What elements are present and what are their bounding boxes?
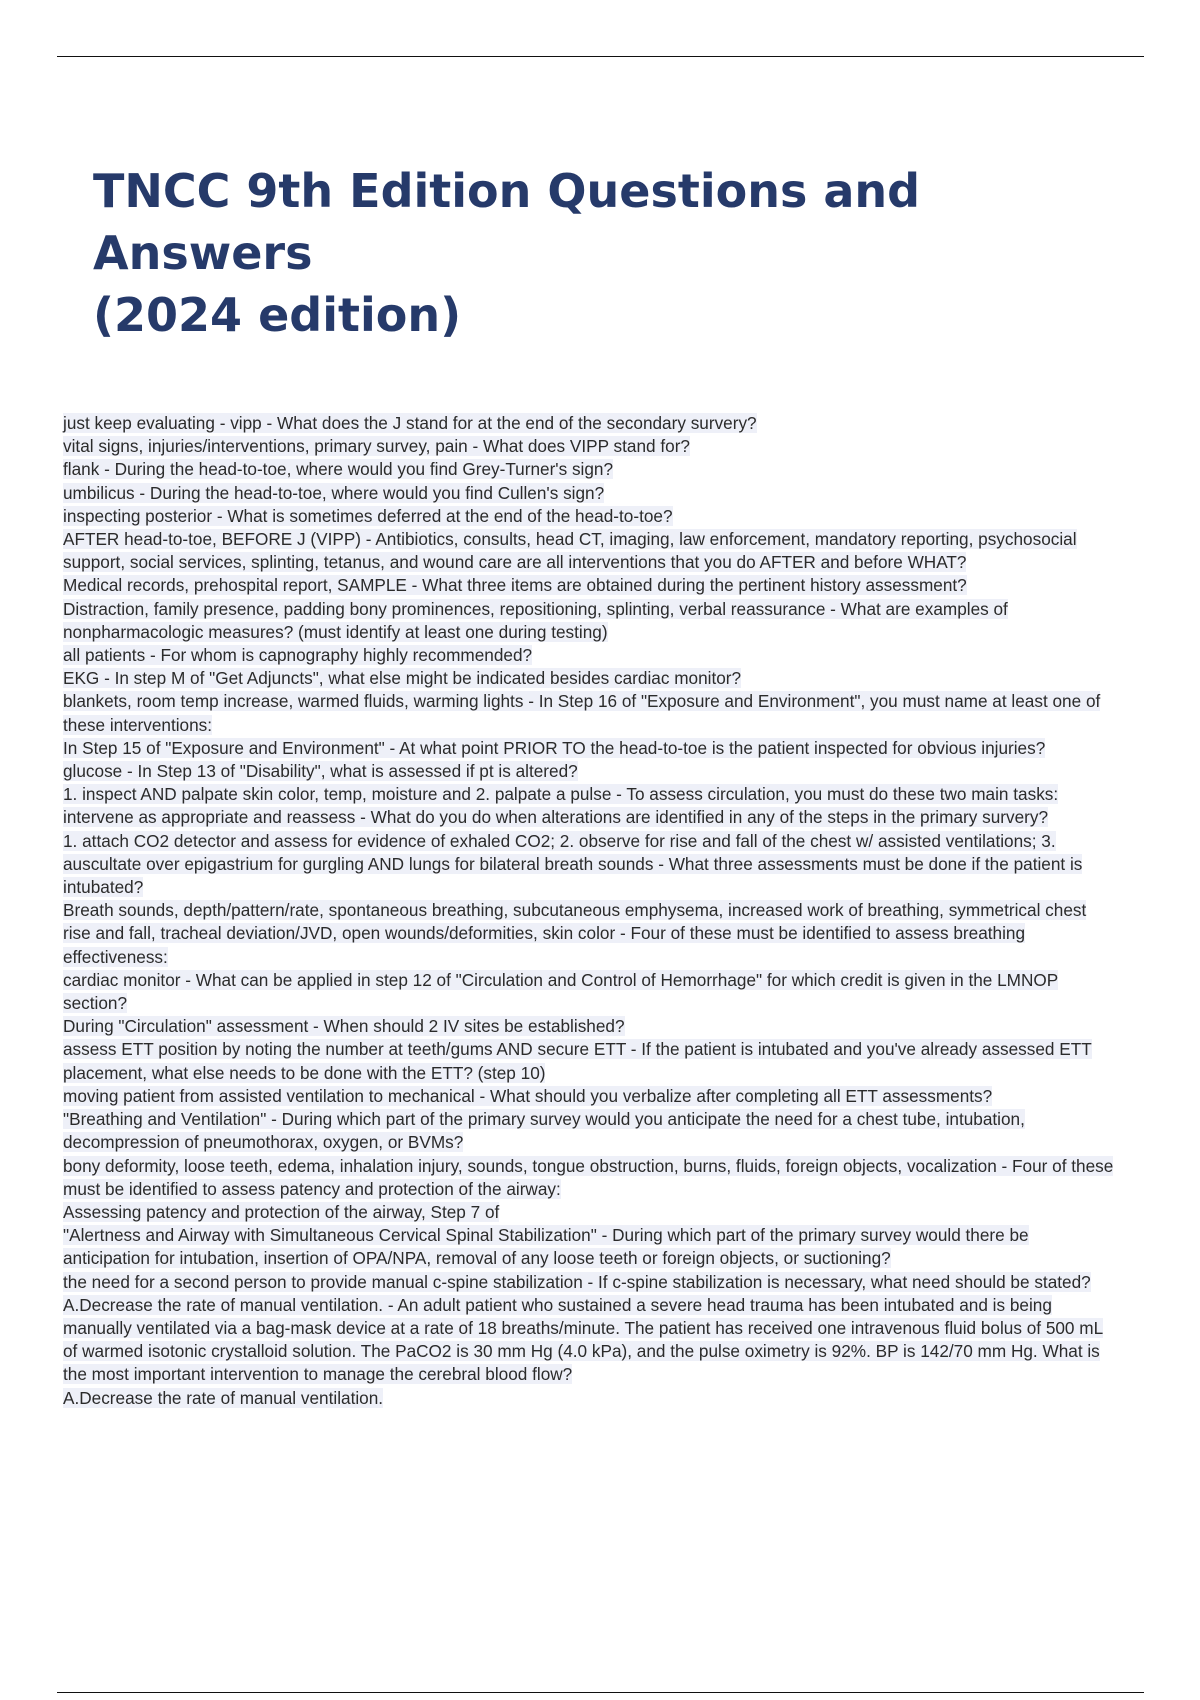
qa-entry: glucose - In Step 13 of "Disability", what is assessed if pt is altered? (63, 761, 578, 782)
qa-entry: A.Decrease the rate of manual ventilation. (63, 1387, 384, 1408)
qa-entry: In Step 15 of "Exposure and Environment" - At what point PRIOR TO the head-to-toe is the patient inspected for obvious injuries? (63, 737, 1046, 758)
bottom-divider (57, 1692, 1144, 1693)
qa-entry: bony deformity, loose teeth, edema, inhalation injury, sounds, tongue obstruction, burns, fluids, foreign objects, vocalization - Four of these must be identified to assess patency and protection of the airway: (63, 1155, 1114, 1199)
top-divider (57, 56, 1144, 57)
qa-entry: assess ETT position by noting the number at teeth/gums AND secure ETT - If the patient is intubated and you've already assessed ETT placement, what else needs to be done with the ETT? (step 10) (63, 1039, 1092, 1083)
qa-entry: Assessing patency and protection of the airway, Step 7 of (63, 1201, 500, 1222)
qa-entry: intervene as appropriate and reassess - What do you do when alterations are identified in any of the steps in the primary survery? (63, 807, 1048, 828)
qa-entry: the need for a second person to provide manual c-spine stabilization - If c-spine stabilization is necessary, what need should be stated? (63, 1271, 1091, 1292)
qa-entry: Medical records, prehospital report, SAMPLE - What three items are obtained during the pertinent history assessment? (63, 575, 967, 596)
qa-entry: just keep evaluating - vipp - What does the J stand for at the end of the secondary survery? (63, 413, 757, 433)
qa-entry: all patients - For whom is capnography highly recommended? (63, 645, 533, 666)
qa-entry: 1. attach CO2 detector and assess for evidence of exhaled CO2; 2. observe for rise and fall of the chest w/ assisted ventilations; 3. auscultate over epigastrium for gurgling AND lungs for bilateral breath sounds - What three assessments must be done if the patient is intubated? (63, 830, 1083, 898)
qa-entry: cardiac monitor - What can be applied in step 12 of "Circulation and Control of Hemorrhage" for which credit is given in the LMNOP section? (63, 969, 1059, 1014)
document-title (93, 160, 1153, 346)
qa-entry: Breath sounds, depth/pattern/rate, spontaneous breathing, subcutaneous emphysema, increased work of breathing, symmetrical chest rise and fall, tracheal deviation/JVD, open wounds/deformities, skin color - Four of these must be identified to assess breathing effectiveness: (63, 900, 1087, 967)
qa-entry: flank - During the head-to-toe, where would you find Grey-Turner's sign? (63, 459, 614, 480)
qa-entry: EKG - In step M of "Get Adjuncts", what else might be indicated besides cardiac monitor? (63, 668, 742, 689)
qa-entry: 1. inspect AND palpate skin color, temp, moisture and 2. palpate a pulse - To assess circulation, you must do these two main tasks: (63, 784, 1059, 805)
title-line-1: TNCC 9th Edition Questions and Answers (93, 164, 921, 280)
qa-entry: "Breathing and Ventilation" - During which part of the primary survey would you anticipate the need for a chest tube, intubation, decompression of pneumothorax, oxygen, or BVMs? (63, 1109, 1025, 1153)
qa-entry: vital signs, injuries/interventions, primary survey, pain - What does VIPP stand for? (63, 436, 690, 457)
qa-entry: Distraction, family presence, padding bony prominences, repositioning, splinting, verbal reassurance - What are examples of nonpharmacologic measures? (must identify at least one during testing) (63, 598, 1008, 642)
qa-entry: A.Decrease the rate of manual ventilation. - An adult patient who sustained a severe head trauma has been intubated and is being manually ventilated via a bag-mask device at a rate of 18 breaths/minute. The patient has received one intravenous fluid bolus of 500 mL of warmed isotonic crystalloid solution. The PaCO2 is 30 mm Hg (4.0 kPa), and the pulse oximetry is 92%. BP is 142/70 mm Hg. What is the most important intervention to manage the cerebral blood flow? (63, 1294, 1104, 1385)
qa-entry: moving patient from assisted ventilation to mechanical - What should you verbalize after completing all ETT assessments? (63, 1085, 993, 1106)
qa-entry: umbilicus - During the head-to-toe, where would you find Cullen's sign? (63, 482, 605, 503)
qa-entry-list (63, 412, 1115, 1410)
qa-entry: blankets, room temp increase, warmed fluids, warming lights - In Step 16 of "Exposure and Environment", you must name at least one of these interventions: (63, 691, 1101, 735)
title-line-2: (2024 edition) (93, 288, 462, 342)
qa-entry: inspecting posterior - What is sometimes deferred at the end of the head-to-toe? (63, 505, 673, 526)
qa-entry: "Alertness and Airway with Simultaneous Cervical Spinal Stabilization" - During which part of the primary survey would there be anticipation for intubation, insertion of OPA/NPA, removal of any loose teeth or foreign objects, or suctioning? (63, 1225, 1029, 1269)
qa-entry: During "Circulation" assessment - When should 2 IV sites be established? (63, 1016, 625, 1037)
qa-entry: AFTER head-to-toe, BEFORE J (VIPP) - Antibiotics, consults, head CT, imaging, law enforcement, mandatory reporting, psychosocial support, social services, splinting, tetanus, and wound care are all interventions that you do AFTER and before WHAT? (63, 529, 1077, 573)
